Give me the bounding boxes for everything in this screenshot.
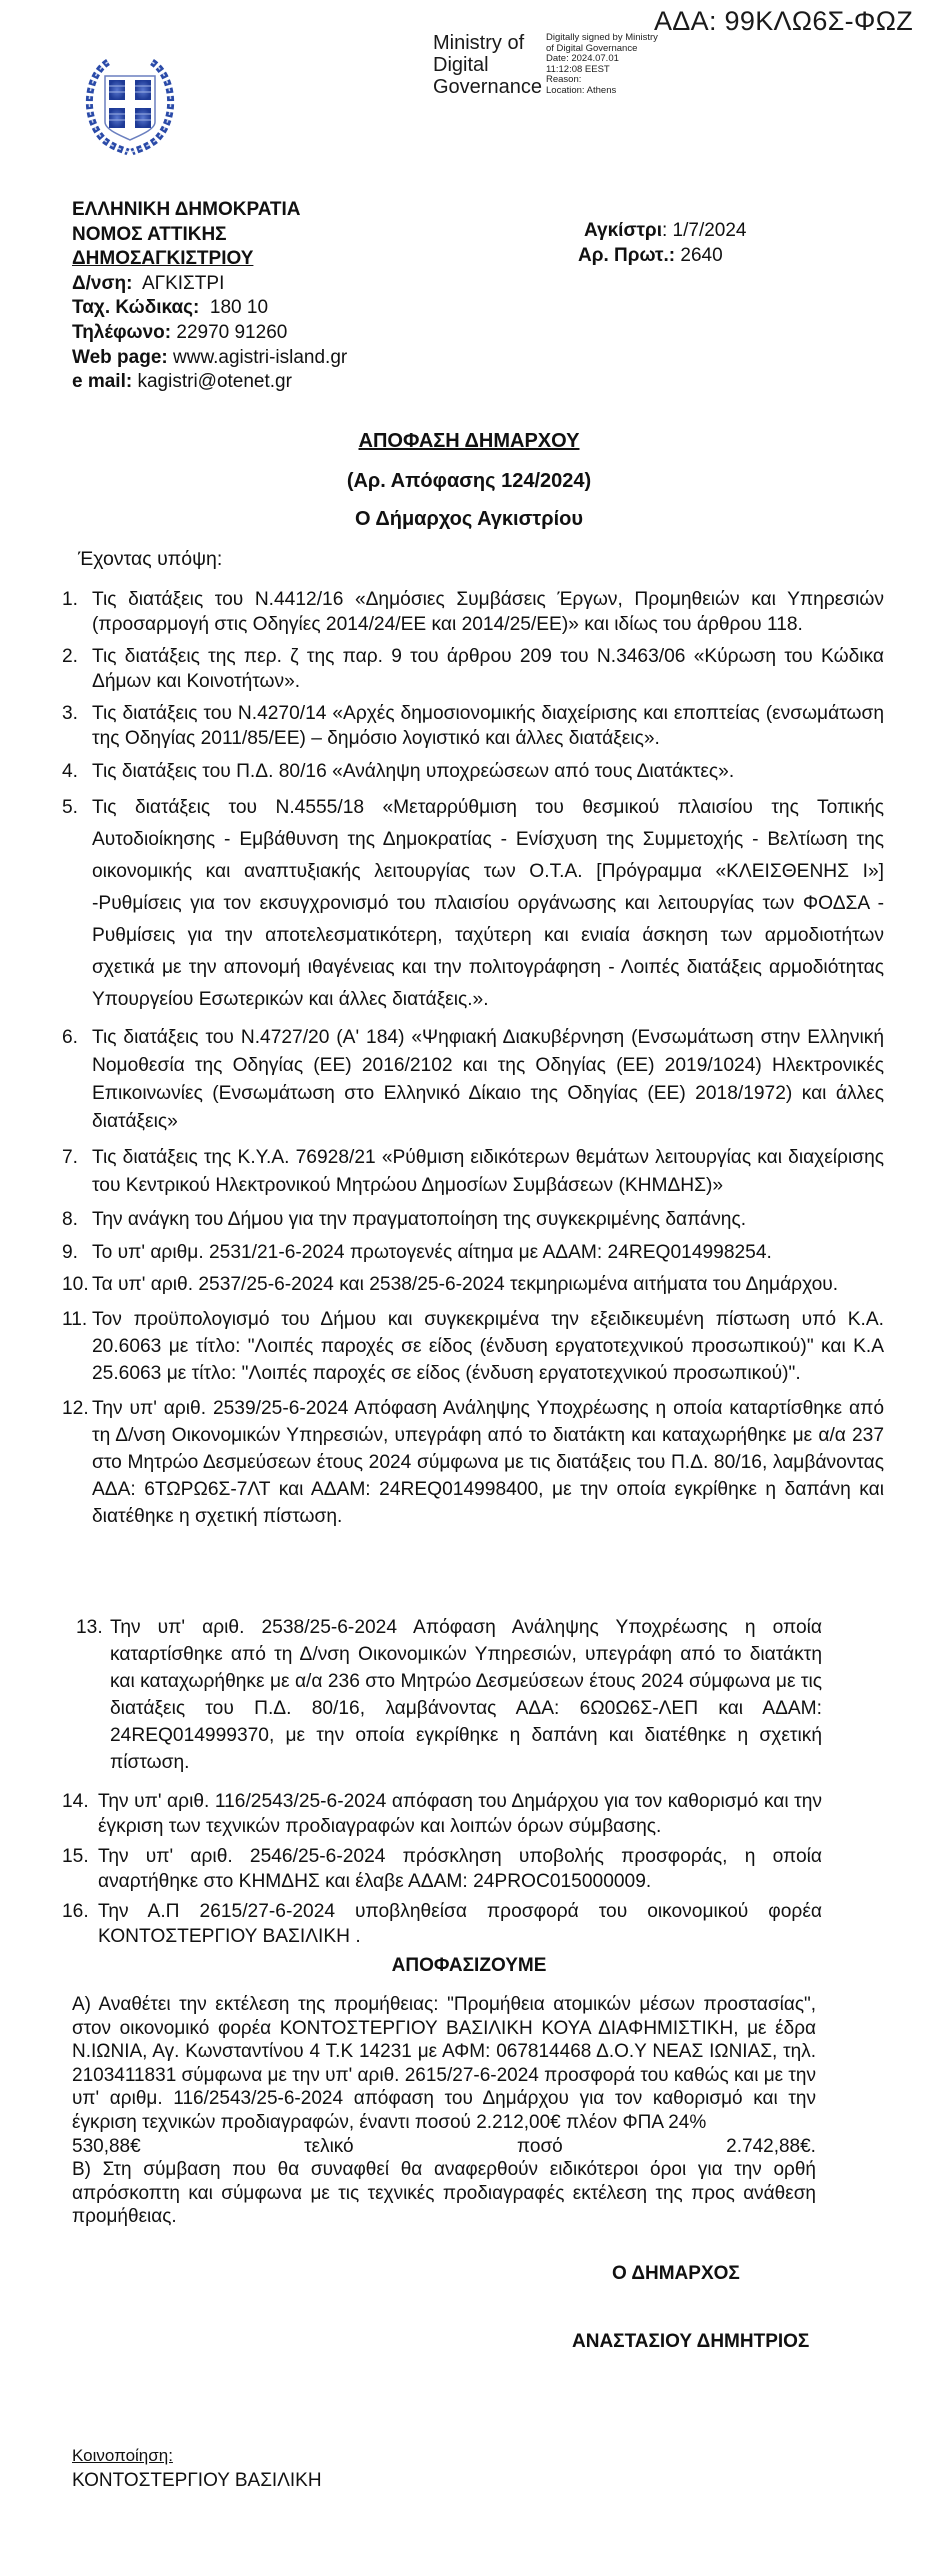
considerations-list-continued xyxy=(76,1614,822,1780)
ministry-line-1: Ministry of xyxy=(433,32,525,54)
total-amount: 2.742,88€. xyxy=(726,2135,816,2157)
notification-recipient: ΚΟΝΤΟΣΤΕΡΓΙΟΥ ΒΑΣΙΛΙΚΗ xyxy=(72,2470,322,2491)
signature-line: of Digital Governance xyxy=(546,42,638,54)
digital-signature xyxy=(546,33,658,96)
email-label: e mail: xyxy=(72,371,133,393)
list-item: 10. Τα υπ' αριθ. 2537/25-6-2024 και 2538/25-6-2024 τεκμηριωμένα αιτήματα του Δημάρχου. xyxy=(62,1274,839,1296)
signature-time: 11:12:08 EEST xyxy=(546,63,610,75)
list-item: 5. Τις διατάξεις του Ν.4555/18 «Μεταρρύθμιση του θεσμικού πλαισίου της Τοπικής Αυτοδιοίκησης - Εμβάθυνση της Δημοκρατίας - Ενίσχυση της Συμμετοχής - Βελτίωση της οικονομικής και αναπτυξιακής λειτουργίας των Ο.Τ.Α. [Πρόγραμμα «ΚΛΕΙΣΘΕΝΗΣ Ι»] -Ρυθμίσεις για τον εκσυγχρονισμό του πλαισίου οργάνωσης και λειτουργίας των ΦΟΔΣΑ - Ρυθμίσεις για την αποτελεσματικότερη, ταχύτερη και ενιαία άσκηση των αρμοδιοτήτων σχετικά με την απονομή ιθαγένειας και την πολιτογράφηση - Λοιπές διατάξεις αρμοδιότητας Υπουργείου Εσωτερικών και άλλες διατάξεις.». xyxy=(62,797,884,1011)
web-link[interactable]: www.agistri-island.gr xyxy=(173,346,348,368)
issuing-authority: Ο Δήμαρχος Αγκιστρίου xyxy=(354,508,584,530)
phone-value: 22970 91260 xyxy=(176,321,288,343)
document-title: ΑΠΟΦΑΣΗ ΔΗΜΑΡΧΟΥ xyxy=(358,430,580,452)
ministry-line-3: Governance xyxy=(433,76,542,98)
list-item: 7. Τις διατάξεις της Κ.Υ.Α. 76928/21 «Ρύθμιση ειδικότερων θεμάτων λειτουργίας και διαχείρισης του Κεντρικού Ηλεκτρονικού Μητρώου Δημοσίων Συμβάσεων (ΚΗΜΔΗΣ)» xyxy=(62,1147,884,1197)
address-label: Δ/νση: xyxy=(72,272,133,294)
decision-paragraph-b: Β) Στη σύμβαση που θα συναφθεί θα αναφερθούν ειδικότεροι όροι για την ορθή απρόσκοπτη και σύμφωνα με τις τεχνικές προδιαγραφές εκτέλεση της προς ανάθεση προμήθειας. xyxy=(72,2159,816,2228)
signature-line: Digitally signed by Ministry xyxy=(546,32,658,43)
municipality-name: ΔΗΜΟΣΑΓΚΙΣΤΡΙΟΥ xyxy=(72,248,254,270)
list-item: 12. Την υπ' αριθ. 2539/25-6-2024 Απόφαση Ανάληψης Υποχρέωσης η οποία καταρτίσθηκε από τη Δ/νση Οικονομικών Υπηρεσιών, υπεγράφη από το διατάκτη και καταχωρήθηκε με α/α 237 στο Μητρώο Δεσμεύσεων έτους 2024 σύμφωνα με τις διατάξεις του Π.Δ. 80/16, λαμβάνοντας ΑΔΑ: 6ΤΩΡΩ6Σ-7ΛΤ και ΑΔΑΜ: 24REQ014998400, με την οποία εγκρίθηκε η δαπάνη και διατέθηκε η σχετική πίστωση. xyxy=(62,1397,884,1527)
amount-word-final: τελικό xyxy=(304,2135,354,2157)
ministry-line-2: Digital xyxy=(433,54,489,76)
greek-coat-of-arms-icon xyxy=(78,48,182,160)
place-label: Αγκίστρι xyxy=(584,220,662,241)
date-value: : 1/7/2024 xyxy=(661,220,747,241)
prefecture-name: ΝΟΜΟΣ ΑΤΤΙΚΗΣ xyxy=(72,223,227,245)
amount-word-sum: ποσό xyxy=(517,2135,563,2157)
considerations-list xyxy=(62,588,884,1530)
vat-amount: 530,88€ xyxy=(72,2135,141,2157)
signature-location: Location: Athens xyxy=(546,84,617,96)
list-item: 3. Τις διατάξεις του Ν.4270/14 «Αρχές δημοσιονομικής διαχείρισης και εποπτείας (ενσωμάτωση της Οδηγίας 2011/85/ΕΕ) – δημόσιο λογιστικό και άλλες διατάξεις». xyxy=(62,703,884,749)
list-item: 1. Τις διατάξεις του Ν.4412/16 «Δημόσιες Συμβάσεις Έργων, Προμηθειών και Υπηρεσιών (προσαρμογή στις Οδηγίες 2014/24/ΕΕ και 2014/25/ΕΕ)» και ιδίως του άρθρου 118. xyxy=(62,589,884,635)
list-item: 11. Τον προϋπολογισμό του Δήμου και συγκεκριμένα την εξειδικευμένη πίστωση υπό Κ.Α. 20.6063 με τίτλο: "Λοιπές παροχές σε είδος (ένδυση εργατοτεχνικού προσωπικού)" και Κ.Α 25.6063 με τίτλο: "Λοιπές παροχές σε είδος (ένδυση εργατοτεχνικού προσωπικού)". xyxy=(62,1308,884,1384)
list-item: 9. Το υπ' αριθμ. 2531/21-6-2024 πρωτογενές αίτημα με ΑΔΑΜ: 24REQ014998254. xyxy=(62,1241,772,1263)
sender-block xyxy=(72,198,347,395)
list-item: 16. Την Α.Π 2615/27-6-2024 υποβληθείσα προσφορά του οικονομικού φορέα ΚΟΝΤΟΣΤΕΡΓΙΟΥ ΒΑΣΙΛΙΚΗ . xyxy=(62,1901,822,1947)
protocol-label: Αρ. Πρωτ.: xyxy=(578,244,676,266)
web-label: Web page: xyxy=(72,346,168,368)
decision-paragraph-a: Α) Αναθέτει την εκτέλεση της προμήθειας: "Προμήθεια ατομικών μέσων προστασίας", στον οικονομικό φορέα ΚΟΝΤΟΣΤΕΡΓΙΟΥ ΒΑΣΙΛΙΚΗ ΚΟΥΑ ΔΙΑΦΗΜΙΣΤΙΚΗ, με έδρα Ν.ΙΩΝΙΑ, Αγ. Κωνσταντίνου 4 Τ.Κ 14231 με ΑΦΜ: 067814468 Δ.Ο.Υ ΝΕΑΣ ΙΩΝΙΑΣ, τηλ. 2103411831 σύμφωνα με την υπ' αριθ. 2615/27-6-2024 προσφορά του καθώς και με την υπ' αριθμ. 116/2543/25-6-2024 απόφαση του Δημάρχου για τον καθορισμό και την έγκριση τεχνικών προδιαγραφών, έναντι ποσού 2.212,00€ πλέον ΦΠΑ 24% xyxy=(72,1994,816,2133)
phone-label: Τηλέφωνο: xyxy=(72,321,172,343)
ministry-logo-text xyxy=(433,32,542,98)
considerations-intro: Έχοντας υπόψη: xyxy=(78,548,223,570)
list-item: 4. Τις διατάξεις του Π.Δ. 80/16 «Ανάληψη υποχρεώσεων από τους Διατάκτες». xyxy=(62,760,735,782)
list-item: 15. Την υπ' αριθ. 2546/25-6-2024 πρόσκληση υποβολής προσφοράς, η οποία αναρτήθηκε στο ΚΗΜΔΗΣ και έλαβε ΑΔΑΜ: 24PROC015000009. xyxy=(62,1846,822,1892)
list-item: 14. Την υπ' αριθ. 116/2543/25-6-2024 απόφαση του Δημάρχου για τον καθορισμό και την έγκριση των τεχνικών προδιαγραφών και λοιπών όρων σύμβασης. xyxy=(62,1791,822,1837)
list-item: 6. Τις διατάξεις του Ν.4727/20 (Α' 184) «Ψηφιακή Διακυβέρνηση (Ενσωμάτωση στην Ελληνική Νομοθεσία της Οδηγίας (ΕΕ) 2016/2102 και της Οδηγίας (ΕΕ) 2019/1024) Ηλεκτρονικές Επικοινωνίες (Ενσωμάτωση στο Ελληνικό Δίκαιο της Οδηγίας (ΕΕ) 2018/1972) και άλλες διατάξεις» xyxy=(62,1027,884,1133)
list-item: 8. Την ανάγκη του Δήμου για την πραγματοποίηση της συγκεκριμένης δαπάνης. xyxy=(62,1209,747,1231)
postcode-label: Ταχ. Κώδικας: xyxy=(72,297,200,319)
amount-line xyxy=(72,2135,816,2159)
postcode-value: 180 10 xyxy=(209,297,269,319)
republic-name: ΕΛΛΗΝΙΚΗ ΔΗΜΟΚΡΑΤΙΑ xyxy=(72,199,301,220)
decision-body xyxy=(72,1993,816,2229)
signature-date: Date: 2024.07.01 xyxy=(546,53,619,64)
address-value: ΑΓΚΙΣΤΡΙ xyxy=(141,272,225,294)
protocol-value: 2640 xyxy=(680,244,723,266)
document-meta xyxy=(578,219,747,268)
decision-number: (Αρ. Απόφασης 124/2024) xyxy=(346,470,592,492)
list-item: 13. Την υπ' αριθ. 2538/25-6-2024 Απόφαση Ανάληψης Υποχρέωσης η οποία καταρτίσθηκε από τη Δ/νση Οικονομικών Υπηρεσιών, υπεγράφη από το διατάκτη και καταχωρήθηκε με α/α 236 στο Μητρώο Δεσμεύσεων έτους 2024 σύμφωνα με τις διατάξεις του Π.Δ. 80/16, λαμβάνοντας ΑΔΑ: 6Ω0Ω6Σ-ΛΕΠ και ΑΔΑΜ: 24REQ014999370, με την οποία εγκρίθηκε η δαπάνη και διατέθηκε η σχετική πίστωση. xyxy=(76,1617,822,1773)
list-item: 2. Τις διατάξεις της περ. ζ της παρ. 9 του άρθρου 209 του Ν.3463/06 «Κύρωση του Κώδικα Δήμων και Κοινοτήτων». xyxy=(62,646,884,692)
email-link[interactable]: kagistri@otenet.gr xyxy=(137,371,292,393)
decision-heading: ΑΠΟΦΑΣΙΖΟΥΜΕ xyxy=(391,1955,547,1976)
mayor-name: ΑΝΑΣΤΑΣΙΟΥ ΔΗΜΗΤΡΙΟΣ xyxy=(572,2331,810,2352)
signature-reason: Reason: xyxy=(546,74,582,85)
ada-code: ΑΔΑ: 99ΚΛΩ6Σ-ΦΩΖ xyxy=(654,6,914,36)
considerations-list-end xyxy=(62,1790,822,1950)
mayor-title: Ο ΔΗΜΑΡΧΟΣ xyxy=(612,2263,740,2284)
notification-label: Κοινοποίηση: xyxy=(72,2446,173,2465)
